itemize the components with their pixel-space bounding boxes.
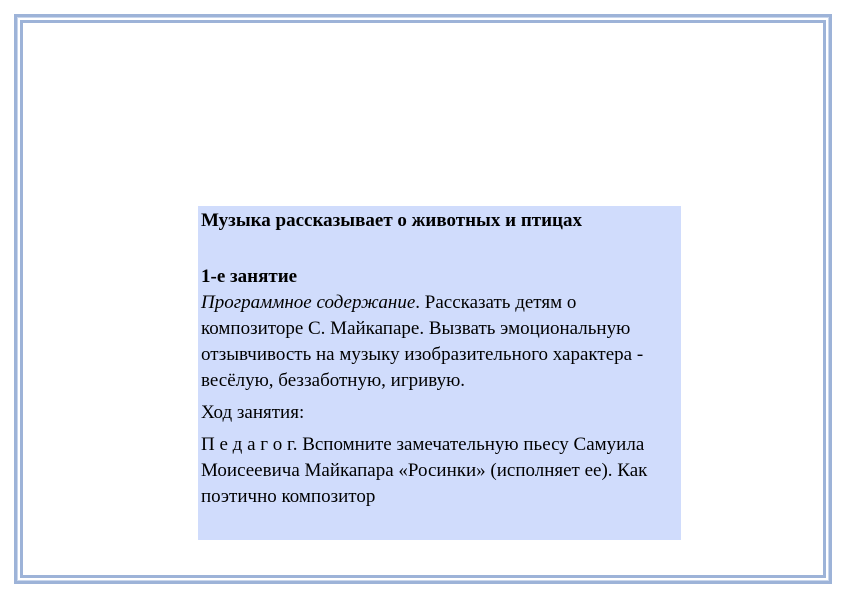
- teacher-paragraph: П е д а г о г. Вспомните замечательную пьесу Самуила Моисеевича Майкапара «Росинки» (исполняет ее). Как поэтично композитор: [201, 434, 648, 507]
- document-title: Музыка рассказывает о животных и птицах: [201, 210, 582, 231]
- program-label: Программное содержание: [201, 292, 416, 313]
- text-box: [198, 206, 681, 540]
- lesson-heading: 1-е занятие: [201, 266, 298, 287]
- course-heading: Ход занятия:: [201, 402, 305, 423]
- program-paragraph: [201, 290, 679, 394]
- program-text: . Рассказать детям о композиторе С. Майкапаре. Вызвать эмоциональную отзывчивость на музыку изобразительного характера - весёлую, беззаботную, игривую.: [201, 292, 644, 391]
- spacer: [201, 234, 679, 264]
